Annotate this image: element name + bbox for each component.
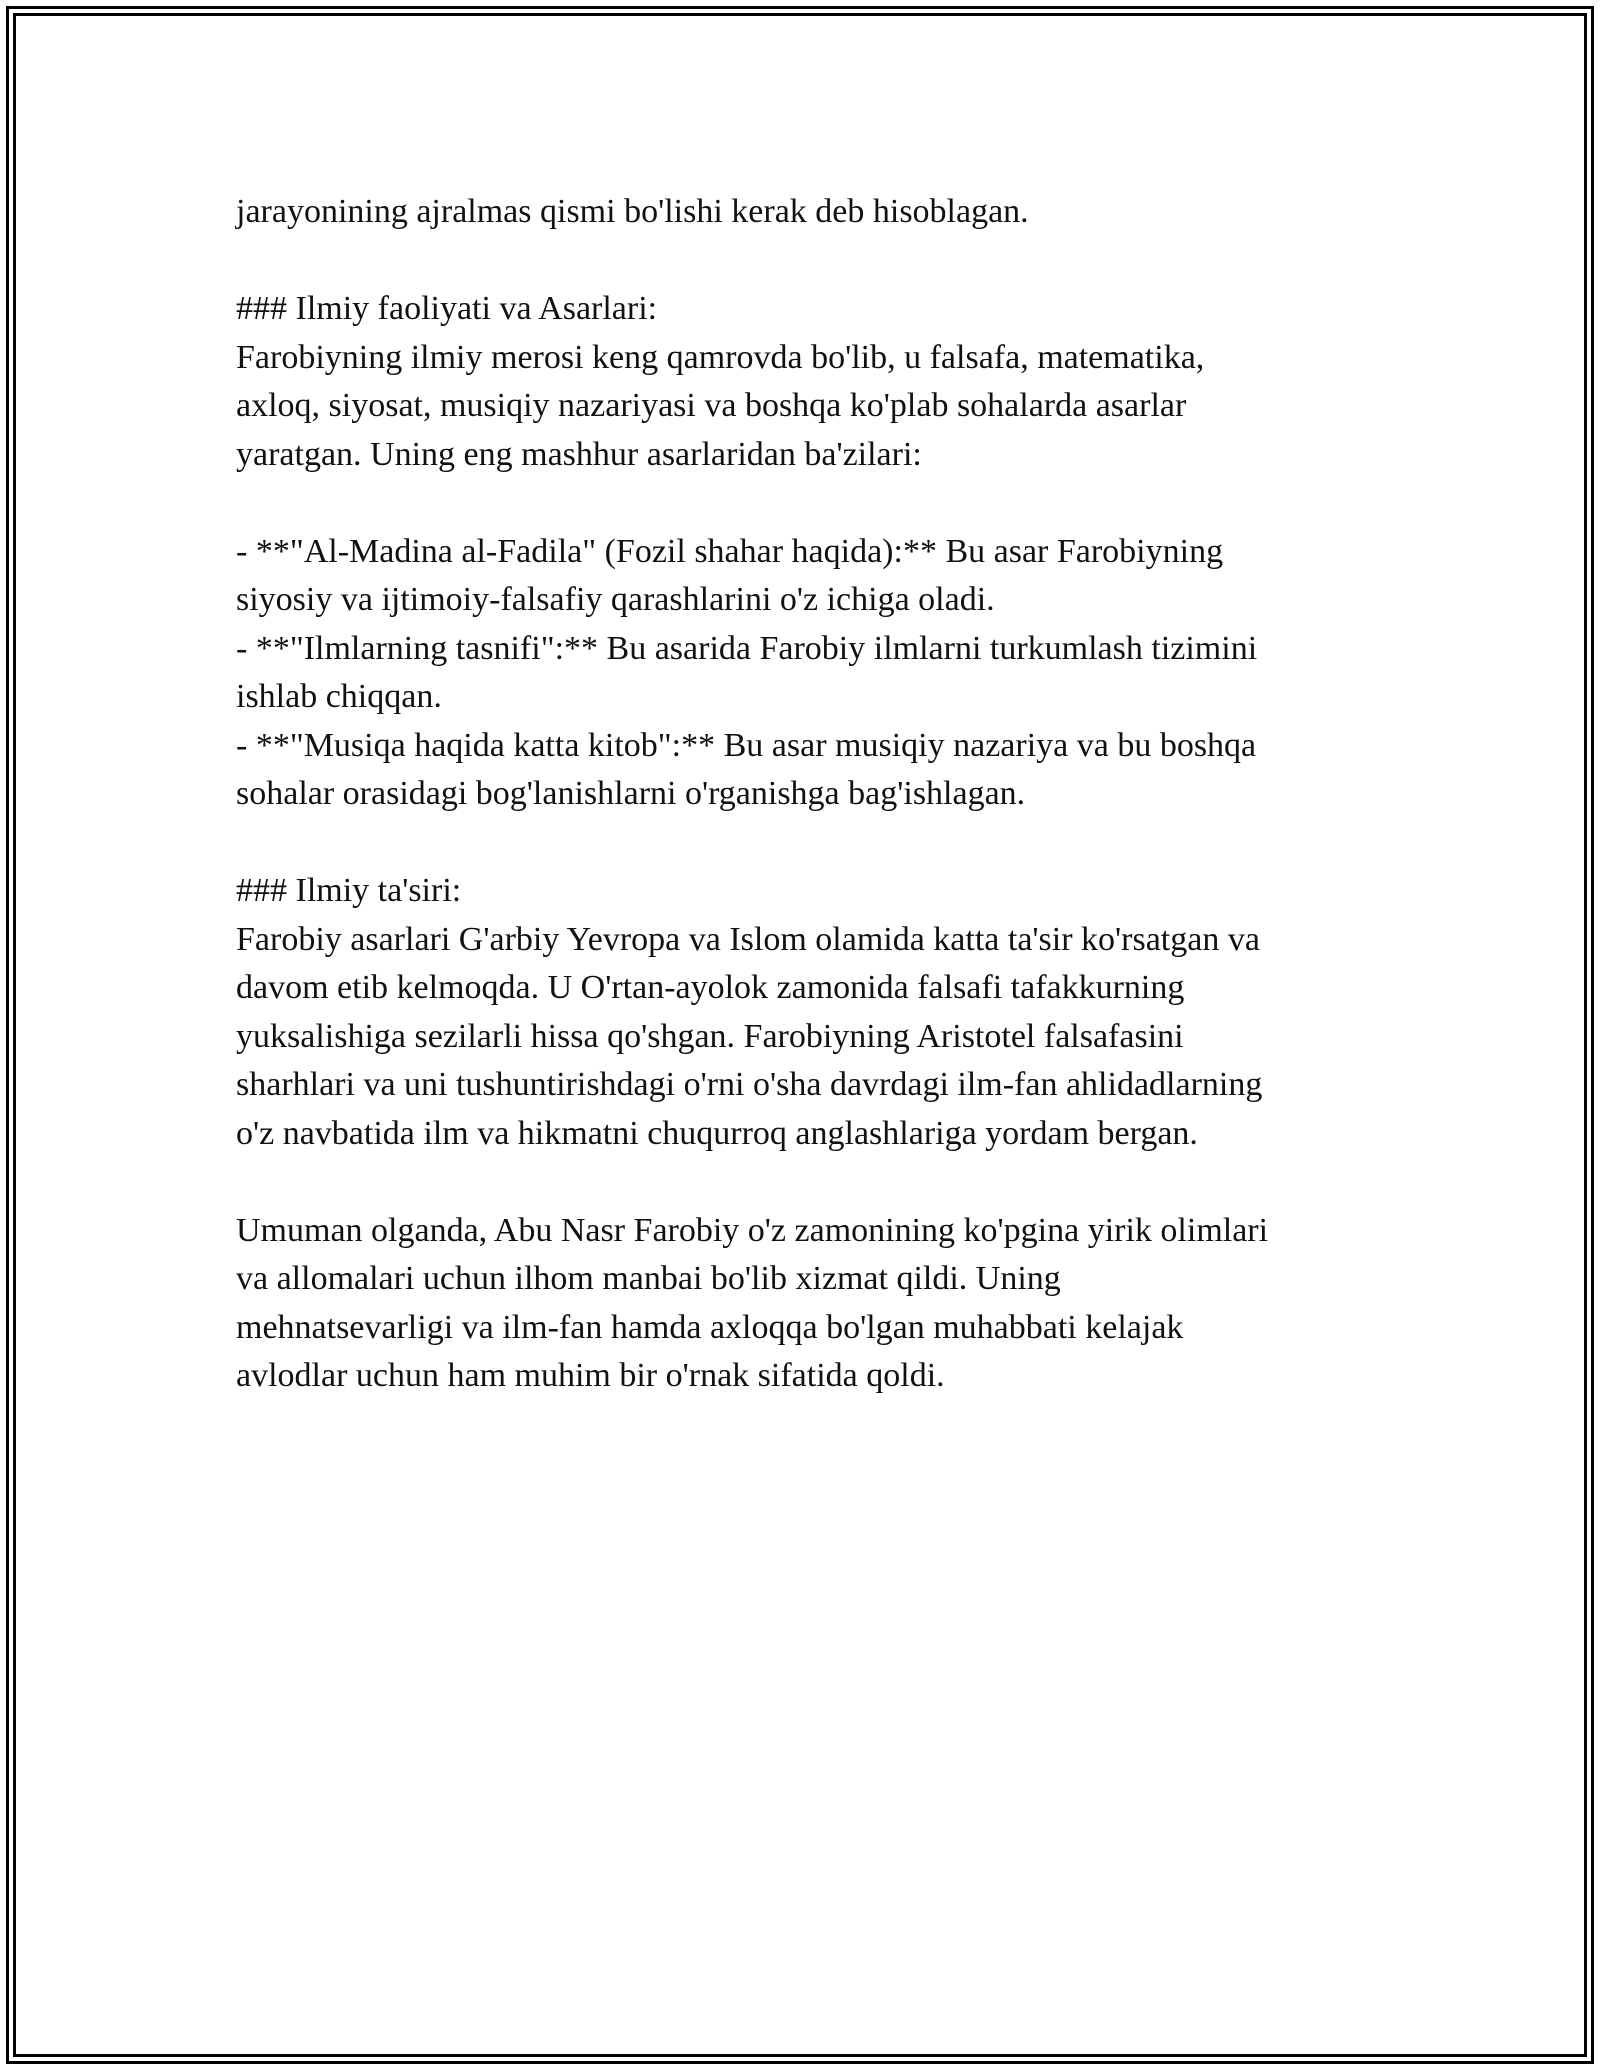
list-item-ilmlar-line: ishlab chiqqan. (236, 678, 442, 715)
conclusion-line: va allomalari uchun ilhom manbai bo'lib xizmat qildi. Uning (236, 1260, 1061, 1297)
paragraph-line: yaratgan. Uning eng mashhur asarlaridan ba'zilari: (236, 435, 922, 473)
paragraph-line: sharhlari va uni tushuntirishdagi o'rni o'sha davrdagi ilm-fan ahlidadlarning (236, 1066, 1263, 1103)
conclusion-line: mehnatsevarligi va ilm-fan hamda axloqqa bo'lgan muhabbati kelajak (236, 1308, 1184, 1346)
paragraph-gap (236, 819, 1366, 868)
paragraph-gap (236, 479, 1366, 528)
paragraph-line: Farobiy asarlari G'arbiy Yevropa va Islom olamida katta ta'sir ko'rsatgan va (236, 920, 1260, 958)
paragraph-gap (236, 1158, 1366, 1207)
conclusion-line: avlodlar uchun ham muhim bir o'rnak sifatida qoldi. (236, 1357, 945, 1394)
conclusion-line: Umuman olganda, Abu Nasr Farobiy o'z zamonining ko'pgina yirik olimlari (236, 1211, 1269, 1249)
list-item-madina-line: siyosiy va ijtimoiy-falsafiy qarashlarini o'z ichiga oladi. (236, 581, 995, 618)
list-item-ilmlar-line: - **"Ilmlarning tasnifi":** Bu asarida Farobiy ilmlarni turkumlash tizimini (236, 629, 1258, 667)
section-heading-works: ### Ilmiy faoliyati va Asarlari: (236, 290, 658, 327)
paragraph-line: Farobiyning ilmiy merosi keng qamrovda bo'lib, u falsafa, matematika, (236, 338, 1205, 376)
section-heading-influence: ### Ilmiy ta'siri: (236, 872, 462, 909)
paragraph-line: davom etib kelmoqda. U O'rtan-ayolok zamonida falsafi tafakkurning (236, 969, 1185, 1006)
paragraph-gap (236, 237, 1366, 286)
document-body (236, 188, 1366, 1401)
paragraph-line: yuksalishiga sezilarli hissa qo'shgan. Farobiyning Aristotel falsafasini (236, 1017, 1184, 1055)
list-item-madina-line: - **"Al-Madina al-Fadila" (Fozil shahar haqida):** Bu asar Farobiyning (236, 532, 1224, 570)
paragraph-line: o'z navbatida ilm va hikmatni chuqurroq anglashlariga yordam bergan. (236, 1114, 1198, 1152)
list-item-musiqa-line: sohalar orasidagi bog'lanishlarni o'rganishga bag'ishlagan. (236, 775, 1026, 812)
list-item-musiqa-line: - **"Musiqa haqida katta kitob":** Bu asar musiqiy nazariya va bu boshqa (236, 726, 1257, 764)
intro-tail-line: jarayonining ajralmas qismi bo'lishi kerak deb hisoblagan. (236, 193, 1029, 230)
paragraph-line: axloq, siyosat, musiqiy nazariyasi va boshqa ko'plab sohalarda asarlar (236, 387, 1187, 424)
